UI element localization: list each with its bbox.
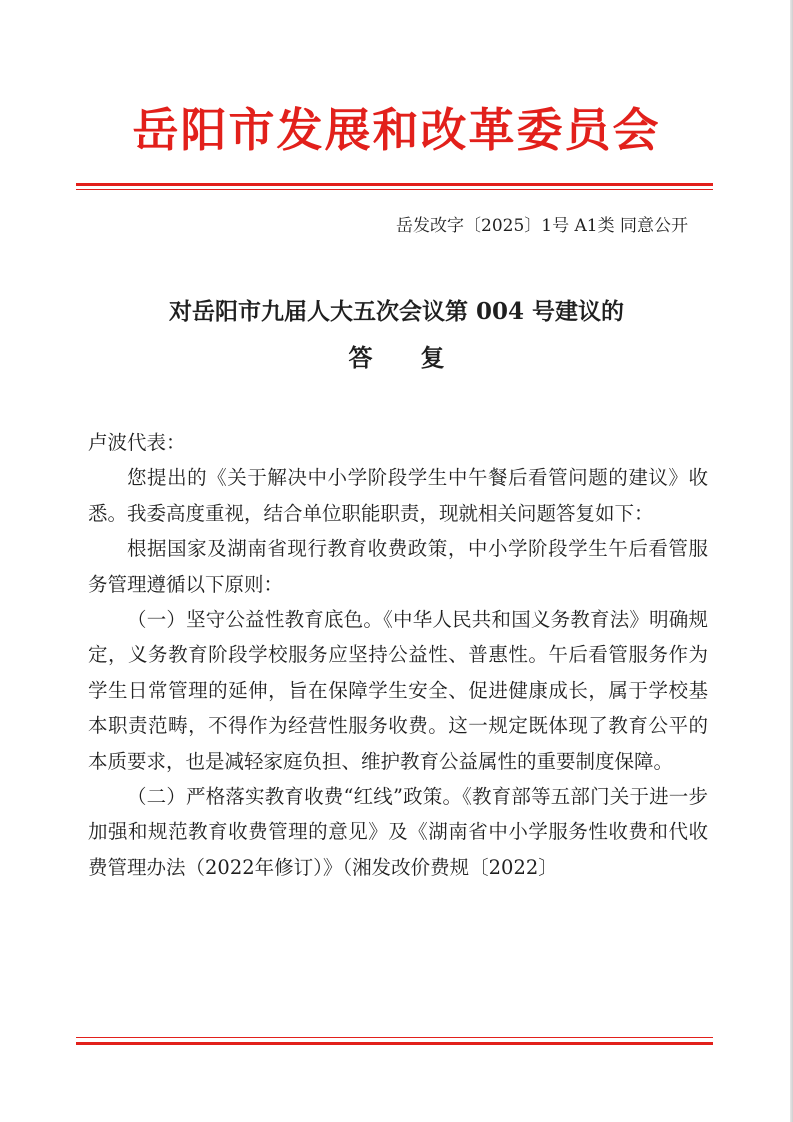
salutation: 卢波代表： (88, 431, 186, 454)
masthead-org-name: 岳阳市发展和改革委员会 (132, 103, 661, 157)
document-number: 岳发改字〔2025〕1号 A1类 同意公开 (396, 216, 688, 236)
paragraph: 您提出的《关于解决中小学阶段学生中午餐后看管问题的建议》收悉。我委高度重视，结合单位职能职责，现就相关问题答复如下： (88, 466, 708, 525)
document-body (88, 425, 708, 885)
document-title-line-2: 答 复 (348, 343, 445, 372)
document-title-line-1: 对岳阳市九届人大五次会议第 004 号建议的 (168, 298, 625, 325)
paragraph: 根据国家及湖南省现行教育收费政策，中小学阶段学生午后看管服务管理遵循以下原则： (88, 537, 708, 596)
masthead-rule-thin (76, 189, 713, 190)
masthead-rule-thick (76, 183, 713, 186)
footer-rule-thick (76, 1042, 713, 1045)
paragraph: （二）严格落实教育收费“红线”政策。《教育部等五部门关于进一步加强和规范教育收费管理的意见》及《湖南省中小学服务性收费和代收费管理办法（2022年修订）》（湘发改价费规〔2022〕 (88, 785, 708, 879)
footer-rule-thin (76, 1037, 713, 1038)
paragraph: （一）坚守公益性教育底色。《中华人民共和国义务教育法》明确规定，义务教育阶段学校服务应坚持公益性、普惠性。午后看管服务作为学生日常管理的延伸，旨在保障学生安全、促进健康成长，属于学校基本职责范畴，不得作为经营性服务收费。这一规定既体现了教育公平的本质要求，也是减轻家庭负担、维护教育公益属性的重要制度保障。 (88, 608, 708, 773)
